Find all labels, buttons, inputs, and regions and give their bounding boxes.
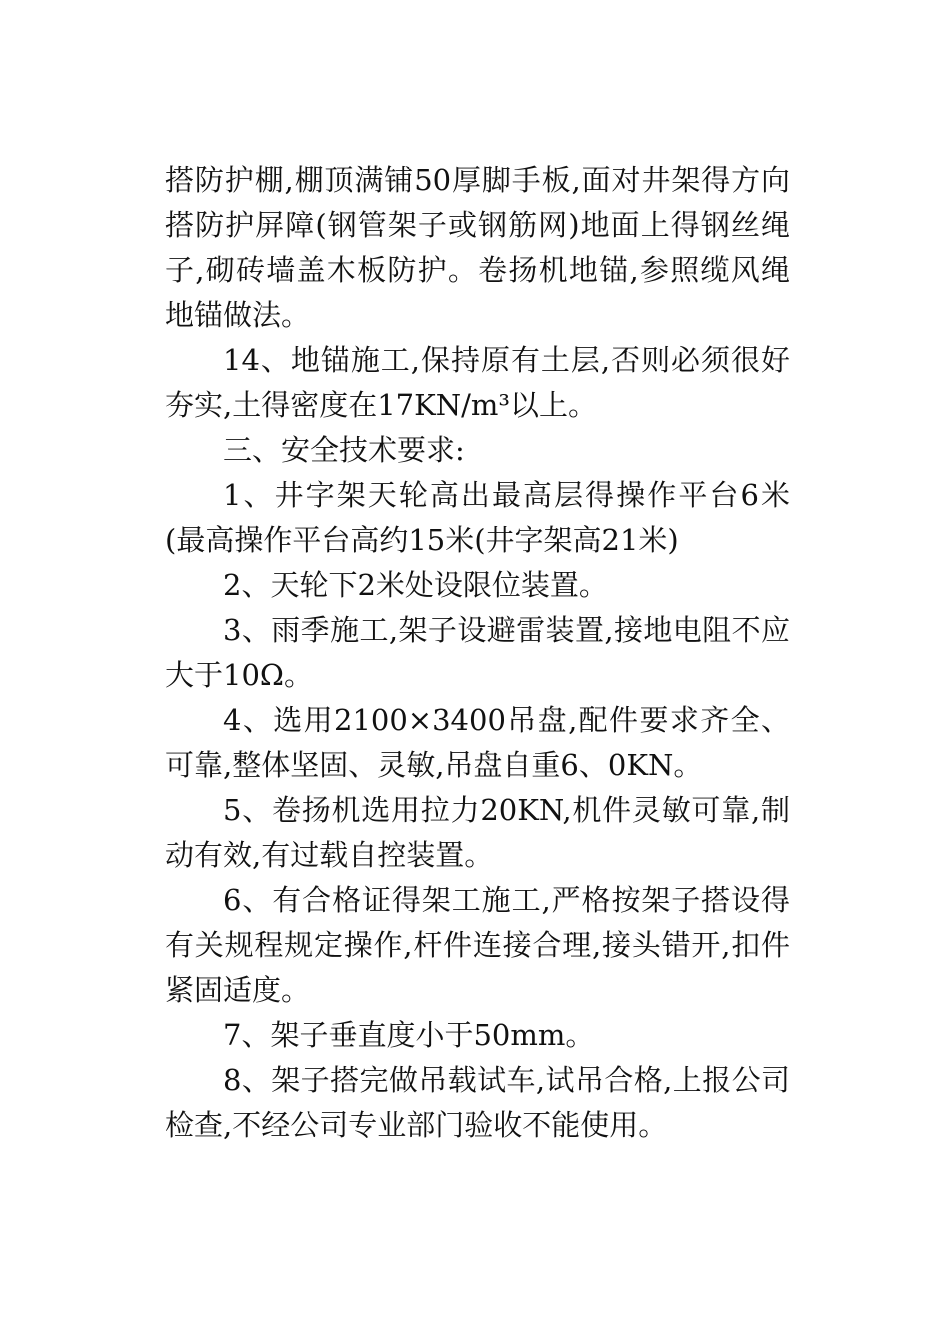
paragraph-protective-shed: 搭防护棚,棚顶满铺50厚脚手板,面对井架得方向搭防护屏障(钢管架子或钢筋网)地面上得钢丝绳子,砌砖墙盖木板防护。卷扬机地锚,参照缆风绳地锚做法。 xyxy=(165,163,790,332)
paragraph-item-6: 6、有合格证得架工施工,严格按架子搭设得有关规程规定操作,杆件连接合理,接头错开,扣件紧固适度。 xyxy=(165,883,790,1007)
paragraph-item-5: 5、卷扬机选用拉力20KN,机件灵敏可靠,制动有效,有过载自控装置。 xyxy=(165,793,790,872)
paragraph-item-3: 3、雨季施工,架子设避雷装置,接地电阻不应大于10Ω。 xyxy=(165,613,790,692)
section-heading-safety-requirements: 三、安全技术要求: xyxy=(223,433,465,467)
paragraph-item-8: 8、架子搭完做吊载试车,试吊合格,上报公司检查,不经公司专业部门验收不能使用。 xyxy=(165,1063,790,1142)
document-body xyxy=(165,158,790,1148)
paragraph-item-7: 7、架子垂直度小于50mm。 xyxy=(223,1018,595,1052)
paragraph-item-4: 4、选用2100×3400吊盘,配件要求齐全、可靠,整体坚固、灵敏,吊盘自重6、0KN。 xyxy=(165,703,790,782)
paragraph-item-14-ground-anchor: 14、地锚施工,保持原有土层,否则必须很好夯实,土得密度在17KN/m³以上。 xyxy=(165,343,790,422)
paragraph-item-1: 1、井字架天轮高出最高层得操作平台6米(最高操作平台高约15米(井字架高21米) xyxy=(165,478,790,557)
paragraph-item-2: 2、天轮下2米处设限位装置。 xyxy=(223,568,608,602)
